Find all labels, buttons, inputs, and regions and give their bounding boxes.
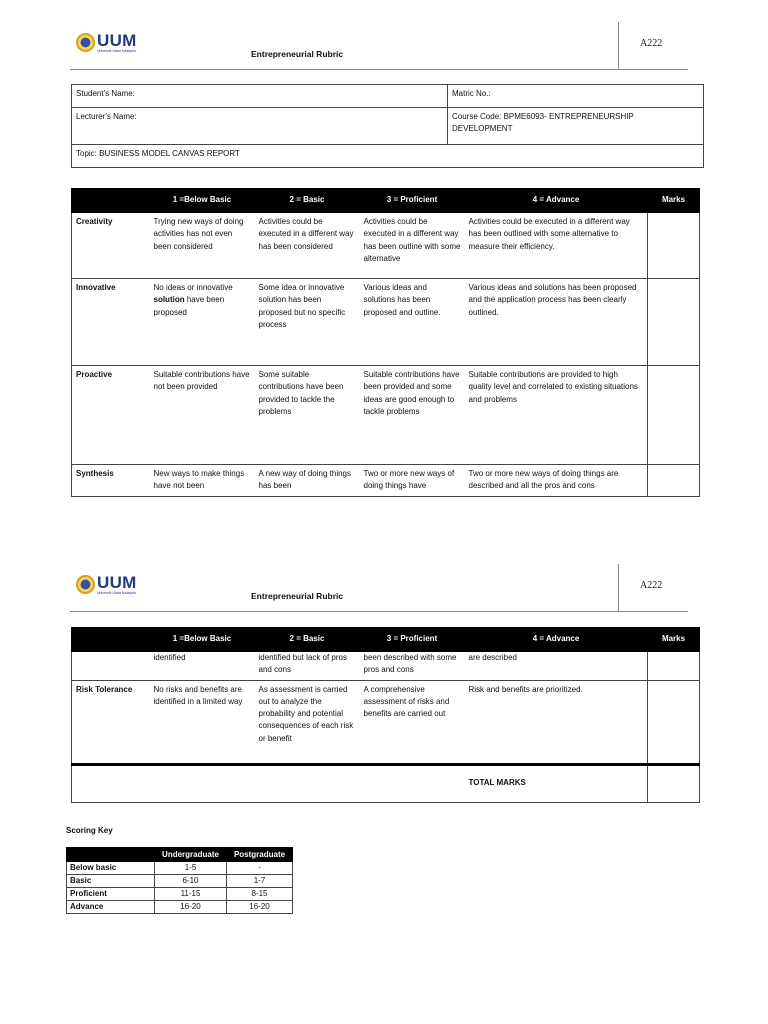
scoring-pg: 1-7: [227, 875, 293, 888]
table-row: [72, 465, 700, 497]
header-rule: [70, 69, 688, 70]
rubric-header-marks: Marks: [648, 189, 700, 213]
table-row: [67, 901, 293, 914]
rubric-cell: A comprehensive assessment of risks and benefits are carried out: [360, 680, 465, 764]
table-row: [67, 862, 293, 875]
scoring-label: Proficient: [67, 888, 155, 901]
logo-text: UUM: [97, 31, 137, 50]
rubric-header-basic: 2 = Basic: [255, 189, 360, 213]
course-code-cell: [448, 108, 704, 145]
table-row: [72, 652, 700, 681]
rubric-cell: Various ideas and solutions has been proposed and outline.: [360, 279, 465, 366]
scoring-label: Below basic: [67, 862, 155, 875]
rubric-cell: As assessment is carried out to analyze the probability and potential consequences of each risk or benefit: [255, 680, 360, 764]
uum-seal-icon: [76, 575, 95, 594]
header-title: Entrepreneurial Rubric: [251, 591, 344, 601]
course-code-line1: Course Code: BPME6093- ENTREPRENEURSHIP: [452, 112, 634, 121]
header-divider: [618, 564, 619, 612]
rubric-cell: Two or more new ways of doing things have: [360, 465, 465, 497]
rubric-cell: Various ideas and solutions has been proposed and the application process has been clearly outlined.: [465, 279, 648, 366]
marks-cell[interactable]: [648, 213, 700, 279]
rubric-header-below-basic: 1 =Below Basic: [150, 189, 255, 213]
scoring-key-table: [66, 847, 293, 914]
scoring-key-title: Scoring Key: [66, 826, 113, 835]
total-row: [72, 764, 700, 802]
matric-cell[interactable]: [448, 85, 704, 108]
criterion-innovative: Innovative: [72, 279, 150, 366]
topic-cell: [72, 145, 704, 168]
student-name-cell[interactable]: [72, 85, 448, 108]
scoring-header-undergraduate: Undergraduate: [155, 848, 227, 862]
student-name-label: Student's Name:: [76, 89, 135, 98]
total-empty-cell: [150, 764, 255, 802]
marks-cell[interactable]: [648, 652, 700, 681]
total-empty-cell: [72, 764, 150, 802]
uum-logo: [76, 573, 146, 599]
table-row: [72, 366, 700, 465]
rubric-header-below-basic: 1 =Below Basic: [150, 628, 255, 652]
rubric-cell: Risk and benefits are prioritized.: [465, 680, 648, 764]
rubric-cell: Two or more new ways of doing things are described and all the pros and cons: [465, 465, 648, 497]
logo-subtext: Universiti Utara Malaysia: [97, 49, 136, 53]
rubric-cell: Suitable contributions have been provided and some ideas are good enough to tackle problems: [360, 366, 465, 465]
rubric-cell: No risks and benefits are identified in a limited way: [150, 680, 255, 764]
table-row: [72, 680, 700, 764]
rubric-cell: identified but lack of pros and cons: [255, 652, 360, 681]
rubric-cell: Suitable contributions have not been provided: [150, 366, 255, 465]
rubric-header-row: [72, 628, 700, 652]
uum-seal-icon: [76, 33, 95, 52]
scoring-pg: -: [227, 862, 293, 875]
rubric-cell: A new way of doing things has been: [255, 465, 360, 497]
header-rule: [70, 611, 688, 612]
scoring-header-row: [67, 848, 293, 862]
rubric-cell: Some idea or innovative solution has been proposed but no specific process: [255, 279, 360, 366]
rubric-header-criterion: [72, 628, 150, 652]
rubric-cell: Activities could be executed in a different way has been considered: [255, 213, 360, 279]
rubric-cell: are described: [465, 652, 648, 681]
total-empty-cell: [255, 764, 360, 802]
matric-label: Matric No.:: [452, 89, 491, 98]
scoring-ug: 16-20: [155, 901, 227, 914]
marks-cell[interactable]: [648, 465, 700, 497]
rubric-header-advance: 4 = Advance: [465, 628, 648, 652]
header-code: A222: [640, 580, 663, 591]
course-code-line2: DEVELOPMENT: [452, 124, 513, 134]
rubric-text: No ideas or innovative: [153, 283, 233, 292]
page-header-2: [70, 572, 688, 612]
lecturer-name-cell[interactable]: [72, 108, 448, 145]
criterion-risk-tolerance: Risk Tolerance: [72, 680, 150, 764]
page-header-1: [70, 30, 688, 70]
logo-subtext: Universiti Utara Malaysia: [97, 591, 136, 595]
topic: Topic: BUSINESS MODEL CANVAS REPORT: [76, 149, 240, 158]
rubric-header-marks: Marks: [648, 628, 700, 652]
header-code: A222: [640, 38, 663, 49]
rubric-cell: [150, 279, 255, 366]
student-info-table: [71, 84, 704, 168]
rubric-table-2: [71, 627, 700, 803]
scoring-ug: 6-10: [155, 875, 227, 888]
scoring-label: Advance: [67, 901, 155, 914]
scoring-ug: 11-15: [155, 888, 227, 901]
rubric-text: have been proposed: [153, 295, 225, 317]
rubric-cell: identified: [150, 652, 255, 681]
criterion-synthesis: Synthesis: [72, 465, 150, 497]
rubric-header-criterion: [72, 189, 150, 213]
criterion-proactive: Proactive: [72, 366, 150, 465]
rubric-cell: Suitable contributions are provided to high quality level and correlated to existing situations and problems: [465, 366, 648, 465]
rubric-table-1: [71, 188, 700, 497]
rubric-cell: Activities could be executed in a different way has been outline with some alternative: [360, 213, 465, 279]
table-row: [67, 875, 293, 888]
table-row: [72, 279, 700, 366]
marks-cell[interactable]: [648, 680, 700, 764]
table-row: [67, 888, 293, 901]
scoring-header: [67, 848, 155, 862]
scoring-label: Basic: [67, 875, 155, 888]
rubric-cell: New ways to make things have not been: [150, 465, 255, 497]
rubric-cell: Some suitable contributions have been provided to tackle the problems: [255, 366, 360, 465]
uum-logo: [76, 31, 146, 57]
criterion-creativity: Creativity: [72, 213, 150, 279]
rubric-cell: been described with some pros and cons: [360, 652, 465, 681]
rubric-header-row: [72, 189, 700, 213]
marks-cell[interactable]: [648, 279, 700, 366]
logo-text: UUM: [97, 573, 137, 592]
total-marks-cell[interactable]: [648, 764, 700, 802]
rubric-header-advance: 4 = Advance: [465, 189, 648, 213]
scoring-header-postgraduate: Postgraduate: [227, 848, 293, 862]
rubric-header-proficient: 3 = Proficient: [360, 628, 465, 652]
scoring-pg: 16-20: [227, 901, 293, 914]
rubric-header-proficient: 3 = Proficient: [360, 189, 465, 213]
rubric-cell: Activities could be executed in a different way has been outlined with some alternative to measure their efficiency.: [465, 213, 648, 279]
rubric-text-bold: solution: [153, 295, 185, 305]
header-divider: [618, 22, 619, 70]
header-title: Entrepreneurial Rubric: [251, 49, 344, 59]
total-marks-label: TOTAL MARKS: [465, 764, 648, 802]
scoring-ug: 1-5: [155, 862, 227, 875]
marks-cell[interactable]: [648, 366, 700, 465]
table-row: [72, 213, 700, 279]
criterion-continued: [72, 652, 150, 681]
lecturer-label: Lecturer's Name:: [76, 112, 137, 121]
total-empty-cell: [360, 764, 465, 802]
rubric-cell: Trying new ways of doing activities has not even been considered: [150, 213, 255, 279]
scoring-pg: 8-15: [227, 888, 293, 901]
rubric-header-basic: 2 = Basic: [255, 628, 360, 652]
